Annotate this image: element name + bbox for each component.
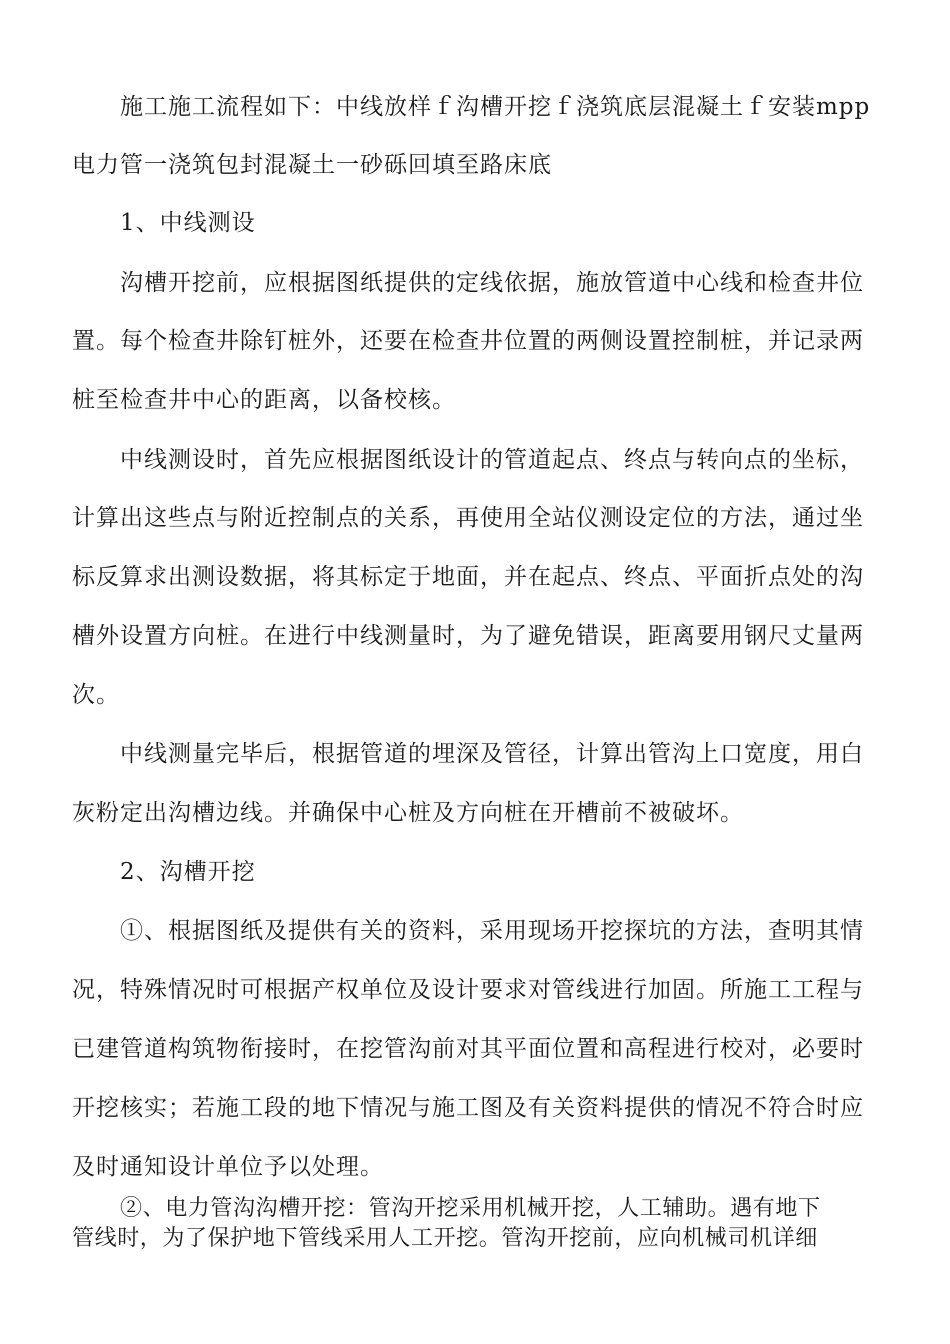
paragraph-line: 况，特殊情况时可根据产权单位及设计要求对管线进行加固。所施工工程与 xyxy=(72,977,864,1003)
paragraph-line: 中线测量完毕后，根据管道的埋深及管径，计算出管沟上口宽度，用白 xyxy=(120,741,864,767)
paragraph-line: 次。 xyxy=(72,682,120,708)
paragraph-line: 电力管一浇筑包封混凝土一砂砾回填至路床底 xyxy=(72,152,552,178)
paragraph-line: 沟槽开挖前，应根据图纸提供的定线依据，施放管道中心线和检查井位 xyxy=(120,270,864,296)
paragraph-line: 开挖核实；若施工段的地下情况与施工图及有关资料提供的情况不符合时应 xyxy=(72,1095,864,1121)
paragraph-line: 施工施工流程如下：中线放样ｆ沟槽开挖ｆ浇筑底层混凝土ｆ安装mpp xyxy=(120,94,871,120)
paragraph-line: 置。每个检查井除钉桩外，还要在检查井位置的两侧设置控制桩，并记录两 xyxy=(72,328,864,354)
paragraph-line: 已建管道构筑物衔接时，在挖管沟前对其平面位置和高程进行校对，必要时 xyxy=(72,1036,864,1062)
paragraph-line: ①、根据图纸及提供有关的资料，采用现场开挖探坑的方法，查明其情 xyxy=(120,918,864,944)
paragraph-line: 标反算求出测设数据，将其标定于地面，并在起点、终点、平面折点处的沟 xyxy=(72,564,864,590)
paragraph-line: 槽外设置方向桩。在进行中线测量时，为了避免错误，距离要用钢尺丈量两 xyxy=(72,623,864,649)
paragraph-line: 计算出这些点与附近控制点的关系，再使用全站仪测设定位的方法，通过坐 xyxy=(72,505,864,531)
paragraph-line: ②、电力管沟沟槽开挖：管沟开挖采用机械开挖，人工辅助。遇有地下 xyxy=(120,1196,821,1221)
paragraph-line: 及时通知设计单位予以处理。 xyxy=(72,1154,384,1180)
paragraph-line: 灰粉定出沟槽边线。并确保中心桩及方向桩在开槽前不被破坏。 xyxy=(72,800,744,826)
paragraph-line: 桩至检查井中心的距离，以备校核。 xyxy=(72,387,456,413)
section-heading: 1、中线测设 xyxy=(120,210,256,236)
paragraph-line: 管线时，为了保护地下管线采用人工开挖。管沟开挖前，应向机械司机详细 xyxy=(72,1226,818,1251)
section-heading: 2、沟槽开挖 xyxy=(120,859,256,885)
paragraph-line: 中线测设时，首先应根据图纸设计的管道起点、终点与转向点的坐标， xyxy=(120,447,864,473)
